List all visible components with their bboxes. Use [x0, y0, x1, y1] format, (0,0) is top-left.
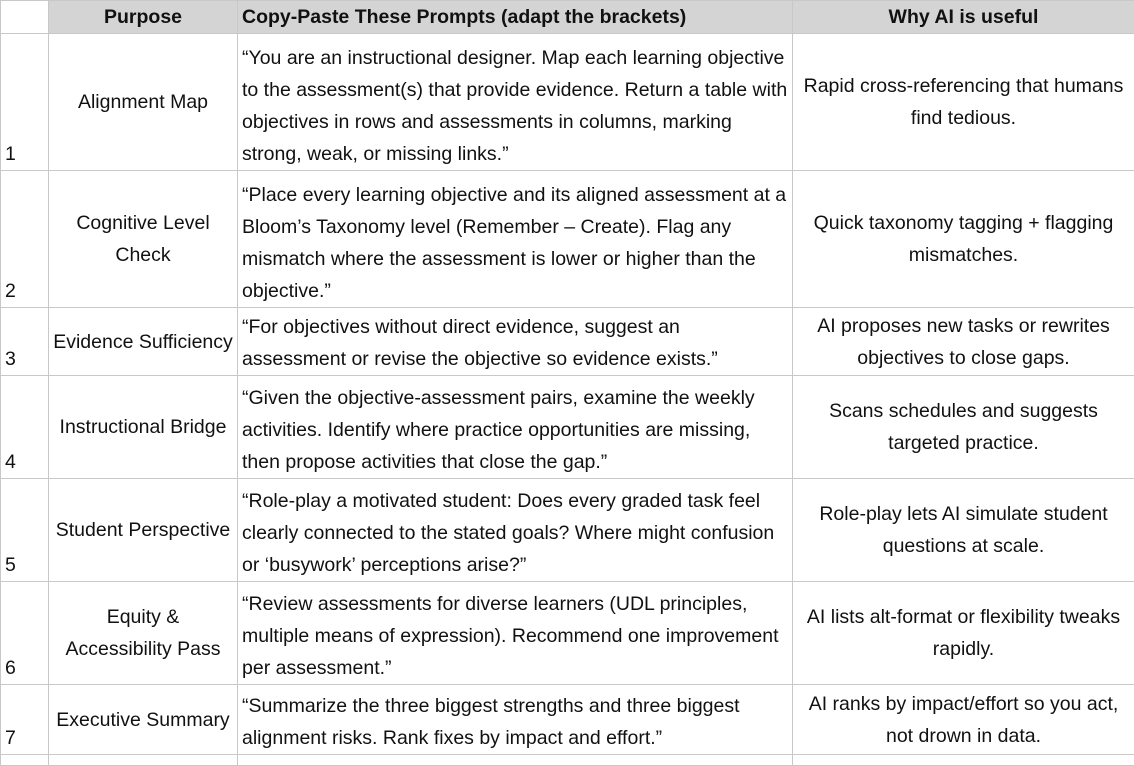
why-cell: AI proposes new tasks or rewrites objectives to close gaps. — [793, 308, 1134, 376]
empty-cell — [238, 755, 793, 766]
purpose-cell: Evidence Sufficiency — [49, 308, 238, 376]
prompt-cell: “You are an instructional designer. Map each learning objective to the assessment(s) that provide evidence. Return a table with objectives in rows and assessments in columns, marking strong, weak, or missing links.” — [238, 34, 793, 171]
row-number-cell: 5 — [1, 479, 49, 582]
prompt-cell: “Role-play a motivated student: Does every graded task feel clearly connected to the stated goals? Where might confusion or ‘busywork’ perceptions arise?” — [238, 479, 793, 582]
purpose-cell: Executive Summary — [49, 685, 238, 755]
why-cell: AI ranks by impact/effort so you act, not drown in data. — [793, 685, 1134, 755]
why-cell: Quick taxonomy tagging + flagging mismatches. — [793, 171, 1134, 308]
row-number-cell: 2 — [1, 171, 49, 308]
purpose-cell: Student Perspective — [49, 479, 238, 582]
why-cell: Role-play lets AI simulate student questions at scale. — [793, 479, 1134, 582]
table-header-row — [1, 1, 1134, 34]
table-row — [1, 376, 1134, 479]
row-number-cell: 1 — [1, 34, 49, 171]
table-row-empty — [1, 755, 1134, 766]
purpose-cell: Alignment Map — [49, 34, 238, 171]
row-number-cell: 4 — [1, 376, 49, 479]
header-number-cell — [1, 1, 49, 34]
table-row — [1, 582, 1134, 685]
purpose-cell: Equity & Accessibility Pass — [49, 582, 238, 685]
table-row — [1, 34, 1134, 171]
empty-cell — [1, 755, 49, 766]
row-number-cell: 3 — [1, 308, 49, 376]
why-cell: Scans schedules and suggests targeted practice. — [793, 376, 1134, 479]
table-row — [1, 171, 1134, 308]
purpose-cell: Cognitive Level Check — [49, 171, 238, 308]
prompt-cell: “Summarize the three biggest strengths and three biggest alignment risks. Rank fixes by impact and effort.” — [238, 685, 793, 755]
header-why-cell: Why AI is useful — [793, 1, 1134, 34]
table-row — [1, 479, 1134, 582]
header-prompts-cell: Copy-Paste These Prompts (adapt the brackets) — [238, 1, 793, 34]
prompt-cell: “Given the objective-assessment pairs, examine the weekly activities. Identify where practice opportunities are missing, then propose activities that close the gap.” — [238, 376, 793, 479]
why-cell: Rapid cross-referencing that humans find tedious. — [793, 34, 1134, 171]
row-number-cell: 7 — [1, 685, 49, 755]
table-row — [1, 308, 1134, 376]
header-purpose-cell: Purpose — [49, 1, 238, 34]
prompt-cell: “For objectives without direct evidence, suggest an assessment or revise the objective so evidence exists.” — [238, 308, 793, 376]
empty-cell — [49, 755, 238, 766]
row-number-cell: 6 — [1, 582, 49, 685]
table-row — [1, 685, 1134, 755]
prompt-cell: “Place every learning objective and its aligned assessment at a Bloom’s Taxonomy level (Remember – Create). Flag any mismatch where the assessment is lower or higher than the objective.” — [238, 171, 793, 308]
prompt-cell: “Review assessments for diverse learners (UDL principles, multiple means of expression). Recommend one improvement per assessment.” — [238, 582, 793, 685]
why-cell: AI lists alt-format or flexibility tweaks rapidly. — [793, 582, 1134, 685]
empty-cell — [793, 755, 1134, 766]
purpose-cell: Instructional Bridge — [49, 376, 238, 479]
